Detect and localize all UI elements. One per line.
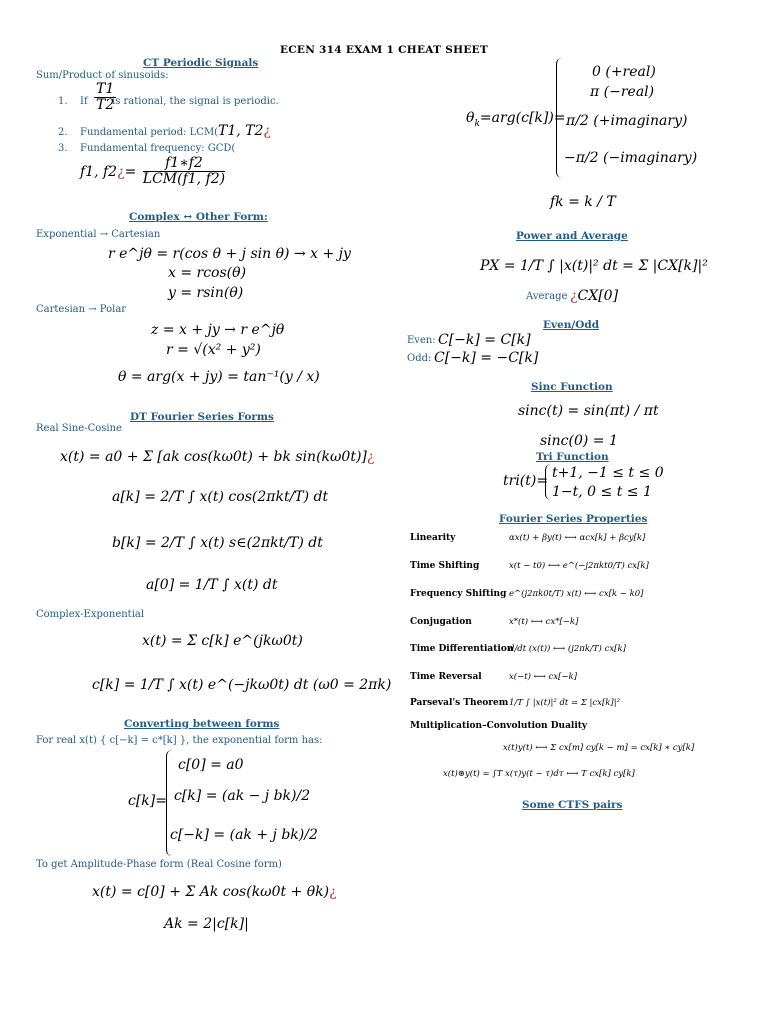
Ak-magnitude-equation: Ak = 2|c[k]| xyxy=(164,916,249,932)
x-rcos-equation: x = rcos(θ) xyxy=(168,265,247,281)
real-sine-cosine-label: Real Sine-Cosine xyxy=(36,423,122,434)
tri-case-rising: t+1, −1 ≤ t ≤ 0 xyxy=(552,465,664,481)
theta-case-real-neg: π (−real) xyxy=(590,84,655,100)
property-formula: αx(t) + βy(t) ⟷ αcx[k] + βcy[k] xyxy=(509,533,646,543)
theta-arg-equation: θ = arg(x + jy) = tan⁻¹(y / x) xyxy=(118,369,320,385)
converting-forms-header: Converting between forms xyxy=(124,718,280,730)
r-magnitude-equation: r = √(x² + y²) xyxy=(166,342,261,358)
convolution-formula: x(t)⊛y(t) = ∫T x(τ)y(t − τ)dτ ⟷ T cx[k] cy[k] xyxy=(443,769,635,779)
bk-coefficient-equation: b[k] = 2/T ∫ x(t) s∈(2πkt/T) dt xyxy=(112,535,323,551)
property-name: Frequency Shifting xyxy=(410,589,507,599)
dt-fourier-header: DT Fourier Series Forms xyxy=(130,411,274,423)
property-name: Conjugation xyxy=(410,617,472,627)
sine-cosine-series-equation: x(t) = a0 + Σ [ak cos(kω0t) + bk sin(kω0t)]¿ xyxy=(60,449,375,465)
property-formula: x(t − t0) ⟷ e^(−j2πkt0/T) cx[k] xyxy=(509,561,649,571)
item1-if: If xyxy=(80,96,88,107)
power-equation: PX = 1/T ∫ |x(t)|² dt = Σ |CX[k]|² xyxy=(480,258,708,274)
tri-lhs: tri(t)= xyxy=(503,473,549,489)
property-formula: x*(t) ⟷ cx*[−k] xyxy=(509,617,579,627)
odd-label: Odd: xyxy=(407,353,432,364)
multiplication-formula: x(t)y(t) ⟷ Σ cx[m] cy[k − m] = cx[k] ∗ cy[k] xyxy=(503,743,695,753)
ctfs-pairs-header: Some CTFS pairs xyxy=(522,799,623,811)
property-name: Time Differentiation xyxy=(410,644,514,654)
sinc-header: Sinc Function xyxy=(531,381,613,393)
tri-case-falling: 1−t, 0 ≤ t ≤ 1 xyxy=(552,484,652,500)
ak-coefficient-equation: a[k] = 2/T ∫ x(t) cos(2πkt/T) dt xyxy=(112,489,329,505)
odd-equation: C[−k] = −C[k] xyxy=(434,350,539,366)
fourier-properties-header: Fourier Series Properties xyxy=(499,513,648,525)
power-average-header: Power and Average xyxy=(516,230,628,242)
average-label: Average xyxy=(526,291,568,302)
cartesian-to-polar-label: Cartesian → Polar xyxy=(36,304,127,315)
ratio-fraction: $\frac{T1}{T2}$ xyxy=(96,81,115,114)
document-title: ECEN 314 EXAM 1 CHEAT SHEET xyxy=(279,44,489,56)
item2-math: T1, T2¿ xyxy=(218,123,271,139)
ck-case-0: c[0] = a0 xyxy=(178,757,244,773)
complex-other-header: Complex ↔ Other Form: xyxy=(129,211,268,223)
theta-case-imag-pos: π/2 (+imaginary) xyxy=(566,113,688,129)
cosine-series-equation: x(t) = c[0] + Σ Ak cos(kω0t + θk)¿ xyxy=(92,884,337,900)
item1-text: is rational, the signal is periodic. xyxy=(112,96,279,107)
for-real-signal-label: For real x(t) { c[−k] = c*[k] }, the exponential form has: xyxy=(36,735,323,746)
amplitude-phase-label: To get Amplitude-Phase form (Real Cosine form) xyxy=(36,859,282,870)
property-name: Parseval's Theorem xyxy=(410,698,509,708)
polar-euler-equation: r e^jθ = r(cos θ + j sin θ) → x + jy xyxy=(108,246,351,262)
property-formula: x(−t) ⟷ cx[−k] xyxy=(509,672,578,682)
complex-exponential-label: Complex-Exponential xyxy=(36,609,145,620)
y-rsin-equation: y = rsin(θ) xyxy=(168,285,244,301)
theta-case-real-pos: 0 (+real) xyxy=(592,64,656,80)
average-math: ¿CX[0] xyxy=(570,288,619,304)
theta-case-imag-neg: −π/2 (−imaginary) xyxy=(564,150,698,166)
property-formula: d/dt (x(t)) ⟷ (j2πk/T) cx[k] xyxy=(509,644,626,654)
property-formula: e^(j2πk0t/T) x(t) ⟷ cx[k − k0] xyxy=(509,589,644,599)
ck-cases-lhs: c[k]= xyxy=(128,793,167,809)
ct-periodic-header: CT Periodic Signals xyxy=(143,57,259,69)
tri-cases-brace xyxy=(545,464,552,500)
ck-coefficient-equation: c[k] = 1/T ∫ x(t) e^(−jkω0t) dt (ω0 = 2πk) xyxy=(92,677,392,693)
fundamental-frequency-equation: f1, f2¿= $\frac{f1∗f2}{\text{LCM(f1, f2)}}$ xyxy=(80,155,226,188)
complex-series-equation: x(t) = Σ c[k] e^(jkω0t) xyxy=(142,633,303,649)
ck-case-2: c[−k] = (ak + j bk)/2 xyxy=(170,827,318,843)
sum-product-label: Sum/Product of sinusoids: xyxy=(36,70,169,81)
z-equation: z = x + jy → r e^jθ xyxy=(151,322,285,338)
exp-to-cartesian-label: Exponential → Cartesian xyxy=(36,229,161,240)
item3-text: Fundamental frequency: GCD( xyxy=(80,143,236,154)
even-equation: C[−k] = C[k] xyxy=(438,332,531,348)
fourier-properties-table: Linearity αx(t) + βy(t) ⟷ αcx[k] + βcy[k] Time Shifting x(t − t0) ⟷ e^(−j2πkt0/T) cx[k] Frequency Shifting e^(j2πk0t/T) x(t) ⟷ cx[k − k0] Conjugation x*(t) ⟷ cx*[−k] Time Differentiation d/dt (x(t)) ⟷ (j2πk/T) cx[k] Time Reversal x(−t) ⟷ cx[−k] Parseval's Theorem 1/T ∫ |x(t)|² dt = Σ |cx[k]|² Multiplication–Convolution Duality x(t)y(t) ⟷ Σ cx[m] cy[k − m] = cx[k] ∗ cy[k] x(t)⊛y(t) = ∫T x(τ)y(t − τ)dτ ⟷ T cx[k] cy[k] xyxy=(410,533,695,779)
property-formula: 1/T ∫ |x(t)|² dt = Σ |cx[k]|² xyxy=(509,698,621,708)
property-name: Time Reversal xyxy=(410,672,482,682)
sinc-equation: sinc(t) = sin(πt) / πt xyxy=(518,403,659,419)
property-name: Time Shifting xyxy=(410,561,480,571)
ck-case-1: c[k] = (ak − j bk)/2 xyxy=(174,788,311,804)
property-name: Linearity xyxy=(410,533,456,543)
sinc-zero-equation: sinc(0) = 1 xyxy=(540,433,618,449)
item3-number: 3. xyxy=(58,143,68,154)
item2-text: Fundamental period: LCM( xyxy=(80,127,219,138)
item2-number: 2. xyxy=(58,127,68,138)
tri-header: Tri Function xyxy=(536,451,609,463)
theta-k-lhs: $\theta_k=arg(c[k])=$ xyxy=(466,110,566,129)
even-label: Even: xyxy=(407,335,436,346)
even-odd-header: Even/Odd xyxy=(543,319,600,331)
fk-equation: fk = k / T xyxy=(550,194,616,210)
item1-number: 1. xyxy=(58,96,68,107)
a0-coefficient-equation: a[0] = 1/T ∫ x(t) dt xyxy=(146,577,278,593)
